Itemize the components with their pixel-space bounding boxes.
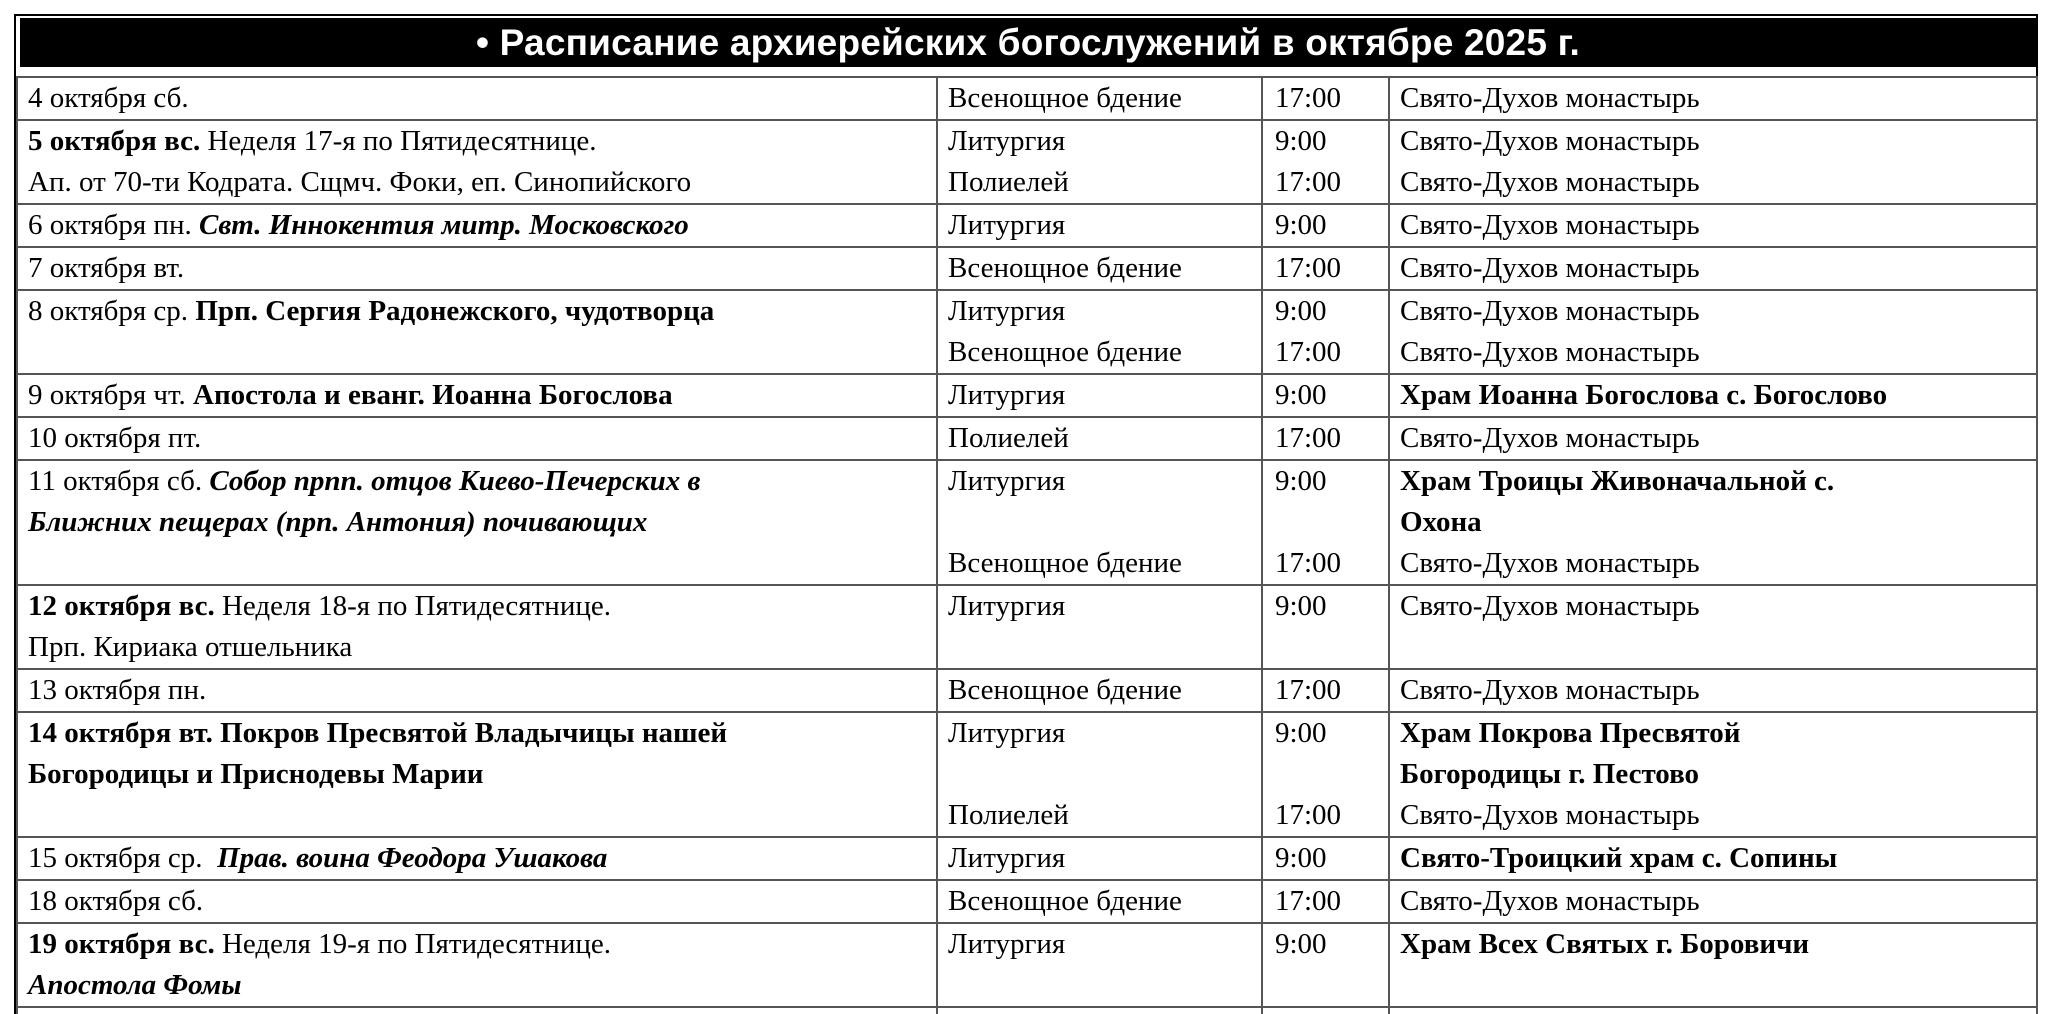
church-cell [1389, 374, 2037, 417]
service-cell [937, 669, 1262, 712]
table-row [17, 290, 2037, 374]
table-row [17, 417, 2037, 460]
time-cell [1262, 460, 1389, 585]
date-cell [17, 837, 937, 880]
service-time: 9:00 [1275, 928, 1327, 960]
row-feast-line2: Ближних пещерах (прп. Антония) почивающих [28, 506, 648, 538]
church-name: Свято-Духов монастырь [1400, 295, 1700, 327]
time-cell [1262, 880, 1389, 923]
service-name: Всенощное бдение [948, 547, 1182, 579]
church-name: Свято-Духов монастырь [1400, 125, 1700, 157]
row-date: 5 октября вс. [28, 125, 201, 157]
service-name: Всенощное бдение [948, 885, 1182, 917]
row-date: 10 октября пт. [28, 422, 202, 454]
service-time: 17:00 [1275, 82, 1342, 114]
church-name: Храм Иоанна Богослова с. Богослово [1400, 379, 1888, 411]
service-time: 17:00 [1275, 885, 1342, 917]
service-time: 17:00 [1275, 422, 1342, 454]
service-name: Всенощное бдение [948, 674, 1182, 706]
row-feast: Неделя 17-я по Пятидесятнице. [207, 125, 597, 157]
row-date: 9 октября чт. [28, 379, 186, 411]
row-feast: Свт. Иннокентия митр. Московского [198, 209, 689, 241]
service-name: Всенощное бдение [948, 82, 1182, 114]
service-name: Полиелей [948, 422, 1069, 454]
church-cell [1389, 837, 2037, 880]
church-name-line2: Богородицы г. Пестово [1400, 758, 1700, 790]
table-row [17, 585, 2037, 669]
service-time: 9:00 [1275, 717, 1327, 749]
row-feast: Покров Пресвятой Владычицы нашей [220, 717, 728, 749]
service-name: Литургия [948, 209, 1066, 241]
church-cell [1389, 880, 2037, 923]
church-cell [1389, 923, 2037, 1007]
time-cell [1262, 669, 1389, 712]
church-cell [1389, 417, 2037, 460]
church-name: Храм Троицы Живоначальной с. [1400, 465, 1835, 497]
service-name: Полиелей [948, 166, 1069, 198]
row-feast: Апостола и еванг. Иоанна Богослова [193, 379, 673, 411]
time-cell [1262, 712, 1389, 837]
church-name: Свято-Духов монастырь [1400, 252, 1700, 284]
service-name: Литургия [948, 125, 1066, 157]
row-feast-line2: Ап. от 70-ти Кодрата. Сщмч. Фоки, еп. Синопийского [28, 166, 692, 198]
row-date: 18 октября сб. [28, 885, 204, 917]
church-cell [1389, 669, 2037, 712]
time-cell [1262, 585, 1389, 669]
service-time: 9:00 [1275, 209, 1327, 241]
church-cell [1389, 77, 2037, 120]
schedule-table [16, 76, 2038, 1014]
service-name: Литургия [948, 465, 1066, 497]
service-cell [937, 460, 1262, 585]
church-name: Свято-Духов монастырь [1400, 799, 1700, 831]
table-row [17, 77, 2037, 120]
table-row [17, 880, 2037, 923]
service-cell [937, 374, 1262, 417]
table-row [17, 837, 2037, 880]
service-time: 17:00 [1275, 252, 1342, 284]
date-cell [17, 120, 937, 204]
church-name: Храм Покрова Пресвятой [1400, 717, 1741, 749]
service-time: 17:00 [1275, 166, 1342, 198]
service-time: 9:00 [1275, 590, 1327, 622]
time-cell [1262, 77, 1389, 120]
row-feast: Собор прпп. отцов Киево-Печерских в [209, 465, 701, 497]
church-cell [1389, 247, 2037, 290]
church-name: Свято-Троицкий храм с. Сопины [1400, 842, 1838, 874]
church-name: Свято-Духов монастырь [1400, 674, 1700, 706]
service-cell [937, 290, 1262, 374]
row-date: 13 октября пн. [28, 674, 207, 706]
service-time: 17:00 [1275, 547, 1342, 579]
row-feast-line2: Богородицы и Приснодевы Марии [28, 758, 484, 790]
service-cell [937, 712, 1262, 837]
time-cell [1262, 204, 1389, 247]
service-name: Всенощное бдение [948, 252, 1182, 284]
row-date: 12 октября вс. [28, 590, 215, 622]
service-name: Литургия [948, 928, 1066, 960]
church-name: Свято-Духов монастырь [1400, 209, 1700, 241]
time-cell [1262, 120, 1389, 204]
service-name: Литургия [948, 379, 1066, 411]
table-row [17, 669, 2037, 712]
service-cell [937, 837, 1262, 880]
service-time: 9:00 [1275, 842, 1327, 874]
service-time: 17:00 [1275, 674, 1342, 706]
date-cell [17, 77, 937, 120]
church-name: Свято-Духов монастырь [1400, 590, 1700, 622]
church-cell [1389, 460, 2037, 585]
date-cell [17, 1007, 937, 1014]
service-cell [937, 120, 1262, 204]
row-feast: Неделя 19-я по Пятидесятнице. [221, 928, 611, 960]
row-date: 4 октября сб. [28, 82, 189, 114]
page-title: • Расписание архиерейских богослужений в октябре 2025 г. [20, 18, 2036, 67]
service-cell [937, 923, 1262, 1007]
time-cell [1262, 837, 1389, 880]
church-name: Свято-Духов монастырь [1400, 422, 1700, 454]
row-date: 11 октября сб. [28, 465, 203, 497]
date-cell [17, 460, 937, 585]
church-name: Свято-Духов монастырь [1400, 336, 1700, 368]
row-date: 8 октября ср. [28, 295, 189, 327]
table-row [17, 204, 2037, 247]
church-cell [1389, 120, 2037, 204]
church-cell [1389, 290, 2037, 374]
time-cell [1262, 247, 1389, 290]
row-feast-line2: Апостола Фомы [28, 969, 242, 1001]
church-cell [1389, 204, 2037, 247]
service-cell [937, 77, 1262, 120]
time-cell [1262, 374, 1389, 417]
row-date: 14 октября вт. [28, 717, 213, 749]
service-time: 17:00 [1275, 336, 1342, 368]
service-time: 9:00 [1275, 379, 1327, 411]
church-name: Свято-Духов монастырь [1400, 885, 1700, 917]
date-cell [17, 669, 937, 712]
row-date: 15 октября ср. [28, 842, 203, 874]
date-cell [17, 880, 937, 923]
service-cell [937, 204, 1262, 247]
date-cell [17, 417, 937, 460]
service-name: Полиелей [948, 799, 1069, 831]
service-name: Всенощное бдение [948, 336, 1182, 368]
service-cell [937, 585, 1262, 669]
service-time: 17:00 [1275, 799, 1342, 831]
row-feast: Прав. воина Феодора Ушакова [217, 842, 608, 874]
church-cell [1389, 585, 2037, 669]
service-time: 9:00 [1275, 465, 1327, 497]
table-row [17, 460, 2037, 585]
table-row [17, 1007, 2037, 1014]
service-name: Литургия [948, 295, 1066, 327]
time-cell [1262, 1007, 1389, 1014]
row-date: 6 октября пн. [28, 209, 192, 241]
table-row [17, 923, 2037, 1007]
church-name: Свято-Духов монастырь [1400, 82, 1700, 114]
row-date: 7 октября вт. [28, 252, 185, 284]
service-time: 9:00 [1275, 295, 1327, 327]
table-row [17, 247, 2037, 290]
church-name-line2: Охона [1400, 506, 1482, 538]
service-name: Литургия [948, 842, 1066, 874]
time-cell [1262, 417, 1389, 460]
date-cell [17, 923, 937, 1007]
church-name: Свято-Духов монастырь [1400, 166, 1700, 198]
time-cell [1262, 923, 1389, 1007]
table-row [17, 374, 2037, 417]
row-feast: Неделя 18-я по Пятидесятнице. [221, 590, 611, 622]
date-cell [17, 585, 937, 669]
service-cell [937, 247, 1262, 290]
time-cell [1262, 290, 1389, 374]
church-name: Свято-Духов монастырь [1400, 547, 1700, 579]
church-name: Храм Всех Святых г. Боровичи [1400, 928, 1810, 960]
service-cell [937, 1007, 1262, 1014]
row-feast: Прп. Сергия Радонежского, чудотворца [195, 295, 715, 327]
service-cell [937, 417, 1262, 460]
service-cell [937, 880, 1262, 923]
service-time: 9:00 [1275, 125, 1327, 157]
row-date: 19 октября вс. [28, 928, 215, 960]
church-cell [1389, 1007, 2037, 1014]
service-name: Литургия [948, 717, 1066, 749]
church-cell [1389, 712, 2037, 837]
table-row [17, 712, 2037, 837]
date-cell [17, 712, 937, 837]
date-cell [17, 247, 937, 290]
date-cell [17, 374, 937, 417]
date-cell [17, 204, 937, 247]
date-cell [17, 290, 937, 374]
row-feast-line2: Прп. Кириака отшельника [28, 631, 353, 663]
service-name: Литургия [948, 590, 1066, 622]
table-row [17, 120, 2037, 204]
